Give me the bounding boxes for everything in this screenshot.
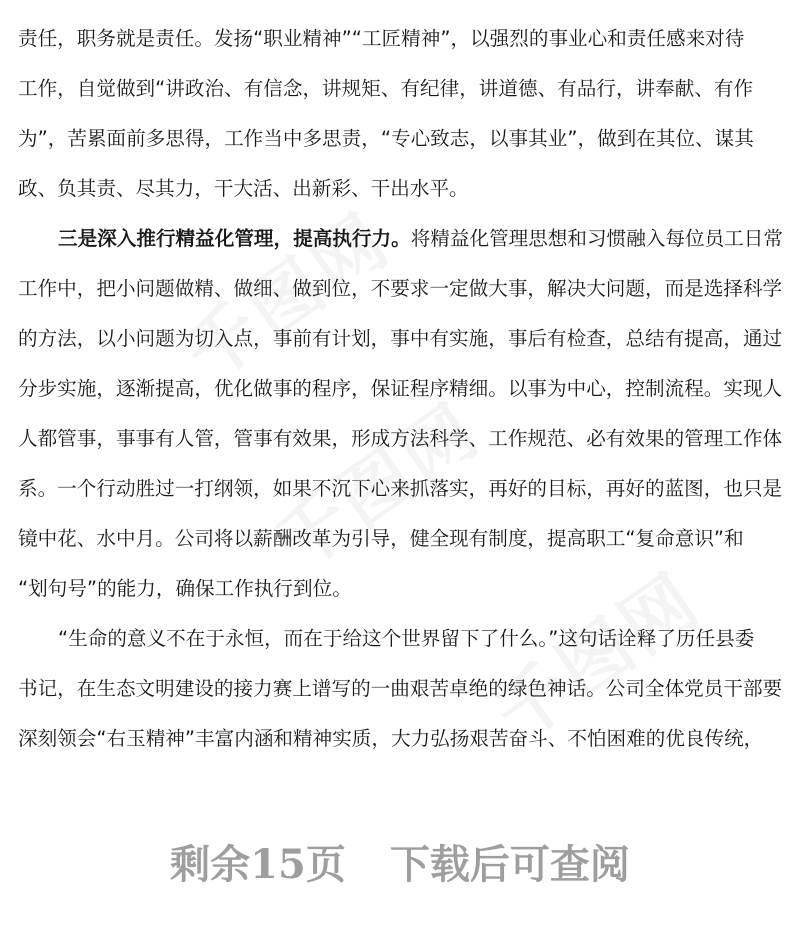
paragraph-line: “划句号”的能力，确保工作执行到位。 [18,577,352,600]
paragraph-line: 政、负其责、尽其力，干大活、出新彩、干出水平。 [18,177,469,200]
paragraph-line: 为”，苦累面前多思得，工作当中多思责，“专心致志，以事其业”，做到在其位、谋其 [18,127,754,150]
paragraph-line: 的方法，以小问题为切入点，事前有计划，事中有实施，事后有检查，总结有提高，通过 [18,327,783,350]
paragraph-text: 将精益化管理思想和习惯融入每位员工日常 [410,227,783,250]
paragraph-line: 系。一个行动胜过一打纲领，如果不沉下心来抓落实，再好的目标，再好的蓝图，也只是 [18,477,783,500]
paragraph-line: 工作中，把小问题做精、做细、做到位，不要求一定做大事，解决大问题，而是选择科学 [18,277,783,300]
paragraph-line: 责任，职务就是责任。发扬“职业精神”“工匠精神”，以强烈的事业心和责任感来对待 [18,27,745,50]
download-to-view-text: 下载后可查阅 [389,841,630,888]
section-heading: 三是深入推行精益化管理，提高执行力。 [58,227,411,250]
paragraph-line: 镜中花、水中月。公司将以薪酬改革为引导，健全现有制度，提高职工“复命意识”和 [18,527,744,550]
paragraph-line: 分步实施，逐渐提高，优化做事的程序，保证程序精细。以事为中心，控制流程。实现人 [18,377,783,400]
remaining-pages-text: 剩余15页 [170,841,346,888]
paragraph-line: 书记，在生态文明建设的接力赛上谱写的一曲艰苦卓绝的绿色神话。公司全体党员干部要 [18,677,783,700]
download-prompt[interactable] [0,830,800,900]
paragraph-line: 人都管事，事事有人管，管事有效果，形成方法科学、工作规范、必有效果的管理工作体 [18,427,783,450]
paragraph-first-line [0,214,800,264]
paragraph-line: 工作，自觉做到“讲政治、有信念，讲规矩、有纪律，讲道德、有品行，讲奉献、有作 [18,77,754,100]
paragraph-first-line: “生命的意义不在于永恒，而在于给这个世界留下了什么。”这句话诠释了历任县委 [58,627,755,650]
paragraph-line: 深刻领会“右玉精神”丰富内涵和精神实质，大力弘扬艰苦奋斗、不怕困难的优良传统， [18,727,764,750]
